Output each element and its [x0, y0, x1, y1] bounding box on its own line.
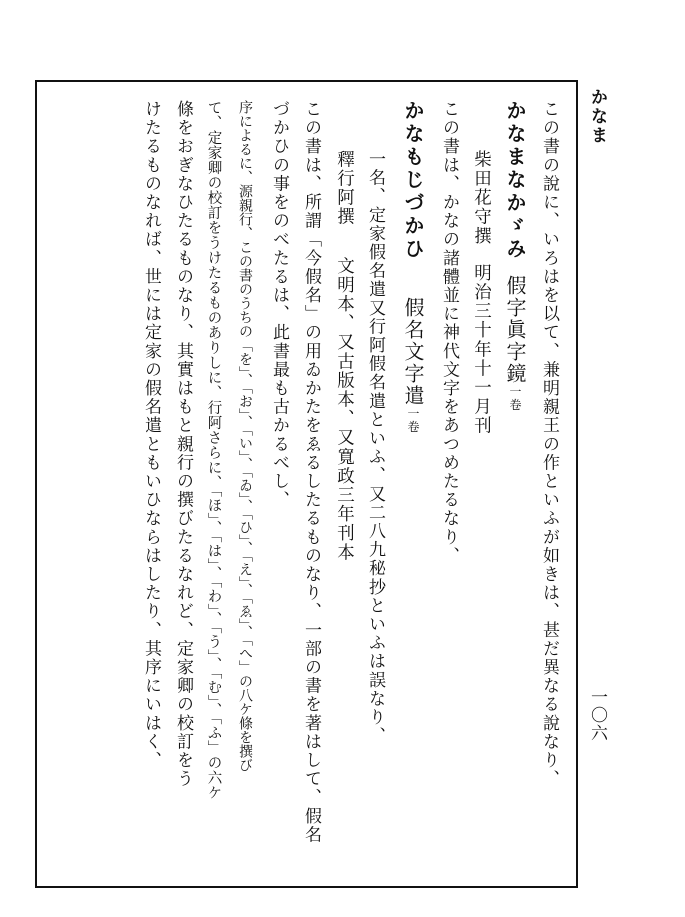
entry-heading-column [505, 100, 525, 412]
volume-note: 一卷 [508, 385, 522, 413]
entry-heading-kana: かなもじづかひ [401, 100, 425, 261]
page-number: 一〇六 [587, 688, 607, 742]
author: 柴田花守撰 [471, 150, 492, 246]
running-title: かなま [587, 88, 607, 145]
column-text: この書は、かなの諸體並に神代文字をあつめたるなり、 [439, 100, 459, 565]
column-text: て、定家卿の校訂をうけたるものありしに、行阿さらに、「ほ」、「は」、「わ」、「う」、「む」、「ふ」の六ケ [205, 100, 222, 801]
column-text: けたるものなれば、世には定家の假名遣ともいひならはしたり、其序にいはく、 [141, 100, 161, 770]
column-text: この書は、所謂「今假名」の用ゐかたをゑるしたるものなり、一部の書を著はして、假名 [301, 100, 321, 844]
text-column [174, 100, 191, 788]
text-column [366, 150, 383, 745]
text-column [206, 100, 221, 800]
author: 釋行阿撰 [334, 150, 355, 227]
editions: 文明本、又古版本、又寬政三年刊本 [334, 256, 355, 563]
text-column [440, 100, 457, 565]
entry-heading-kana: かなまなかゞみ [503, 100, 527, 261]
author-column [472, 150, 490, 435]
column-text: 序によるに、源親行、この書のうちの「を」、「お」、「い」、「ゐ」、「ひ」、「え」、「ゑ」、「へ」の八ケ條を撰び [237, 100, 253, 772]
text-column [270, 100, 287, 509]
column-text: この書の說に、いろはを以て、兼明親王の作といふが如きは、甚だ異なる說なり、 [539, 100, 559, 789]
entry-heading-title: 假名文字遣 [401, 297, 425, 407]
entry-heading-title: 假字眞字鏡 [503, 275, 527, 385]
entry-heading-column [403, 100, 423, 434]
text-column [540, 100, 557, 788]
text-column [302, 100, 319, 844]
text-column [142, 100, 159, 770]
volume-note: 一卷 [406, 407, 420, 435]
text-column [238, 100, 252, 772]
column-text: 條をおぎなひたるものなり、其實はもと親行の撰びたるなれど、定家卿の校訂をう [173, 100, 193, 789]
author-column [335, 150, 353, 562]
column-text: づかひの事をのべたるは、此書最も古かるべし、 [269, 100, 289, 510]
column-text: 一名、定家假名遣又行阿假名遣といふ、又二八九秘抄といふは誤なり、 [365, 150, 385, 746]
publication: 明治三十年十一月刊 [471, 263, 492, 436]
